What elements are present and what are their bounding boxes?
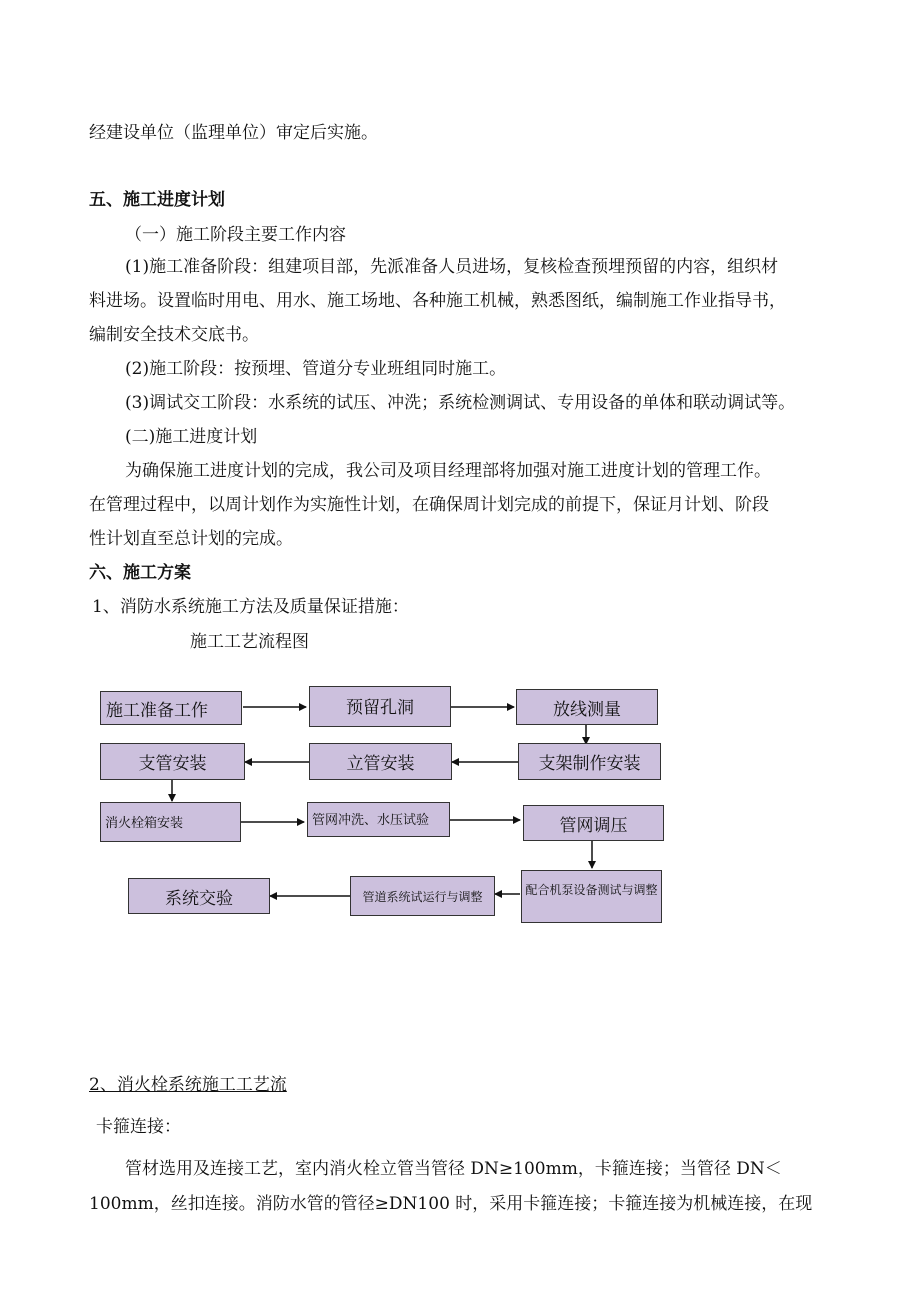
flow-step-trial (350, 876, 495, 916)
flow-step-riser (309, 743, 452, 780)
paragraph-commissioning-stage: (3)调试交工阶段：水系统的试压、冲洗；系统检测调试、专用设备的单体和联动调试等。 (125, 393, 796, 413)
flow-step-layout (516, 689, 658, 725)
flow-step-pump-label: 配合机泵设备测试与调整 (525, 883, 658, 897)
flow-step-accept-label: 系统交验 (165, 888, 233, 909)
paragraph-prep-stage-2: 料进场。设置临时用电、用水、施工场地、各种施工机械，熟悉图纸，编制施工作业指导书， (89, 291, 786, 311)
flow-step-accept (128, 878, 270, 914)
flow-step-bracket-label: 支架制作安装 (538, 754, 641, 774)
flow-step-riser-label: 立管安装 (346, 754, 415, 774)
item-hydrant-process: 2、消火栓系统施工工艺流 (89, 1075, 287, 1095)
flow-step-pressure-label: 管网调压 (559, 815, 628, 836)
flow-step-layout-label: 放线测量 (553, 699, 621, 720)
paragraph-schedule-1: 为确保施工进度计划的完成，我公司及项目经理部将加强对施工进度计划的管理工作。 (125, 461, 771, 481)
paragraph-prep-stage-1: (1)施工准备阶段：组建项目部，先派准备人员进场，复核检查预埋预留的内容，组织材 (125, 257, 779, 277)
paragraph-prep-stage-3: 编制安全技术交底书。 (89, 325, 259, 345)
flow-step-pump (521, 870, 662, 923)
flow-step-hydrant (100, 802, 241, 842)
flow-step-reserve-label: 预留孔洞 (346, 698, 414, 718)
paragraph-pipe-selection-2: 100mm，丝扣连接。消防水管的管径≥DN100 时，采用卡箍连接；卡箍连接为机械连接，在现 (89, 1194, 813, 1214)
paragraph-schedule-2: 在管理过程中，以周计划作为实施性计划，在确保周计划完成的前提下，保证月计划、阶段 (89, 495, 769, 515)
flow-step-hydrant-label: 消火栓箱安装 (105, 816, 184, 831)
label-clamp-connection: 卡箍连接： (96, 1117, 181, 1137)
item-fire-water-method: 1、消防水系统施工方法及质量保证措施： (92, 597, 409, 617)
flow-step-trial-label: 管道系统试运行与调整 (362, 889, 483, 904)
flow-step-branch-label: 支管安装 (138, 754, 207, 774)
flow-step-branch (100, 743, 245, 780)
subheading-schedule-plan: (二)施工进度计划 (125, 427, 258, 447)
flow-step-flush (307, 802, 450, 837)
paragraph-construction-stage: (2)施工阶段：按预埋、管道分专业班组同时施工。 (125, 359, 507, 379)
heading-section-6: 六、施工方案 (89, 563, 191, 583)
heading-section-5: 五、施工进度计划 (89, 190, 225, 210)
paragraph-pipe-selection-1: 管材选用及连接工艺，室内消火栓立管当管径 DN≥100mm，卡箍连接；当管径 DN＜ (125, 1159, 782, 1179)
paragraph-schedule-3: 性计划直至总计划的完成。 (89, 529, 293, 549)
subheading-work-content: （一）施工阶段主要工作内容 (125, 225, 346, 245)
flow-step-pressure (523, 805, 664, 841)
flow-step-reserve (309, 686, 451, 727)
flow-step-flush-label: 管网冲洗、水压试验 (312, 813, 430, 828)
paragraph-approval: 经建设单位（监理单位）审定后实施。 (89, 123, 378, 143)
flow-step-bracket (518, 743, 661, 780)
flow-step-prep-label: 施工准备工作 (106, 700, 208, 721)
flowchart-title: 施工工艺流程图 (190, 632, 309, 652)
flow-step-prep (100, 691, 242, 725)
